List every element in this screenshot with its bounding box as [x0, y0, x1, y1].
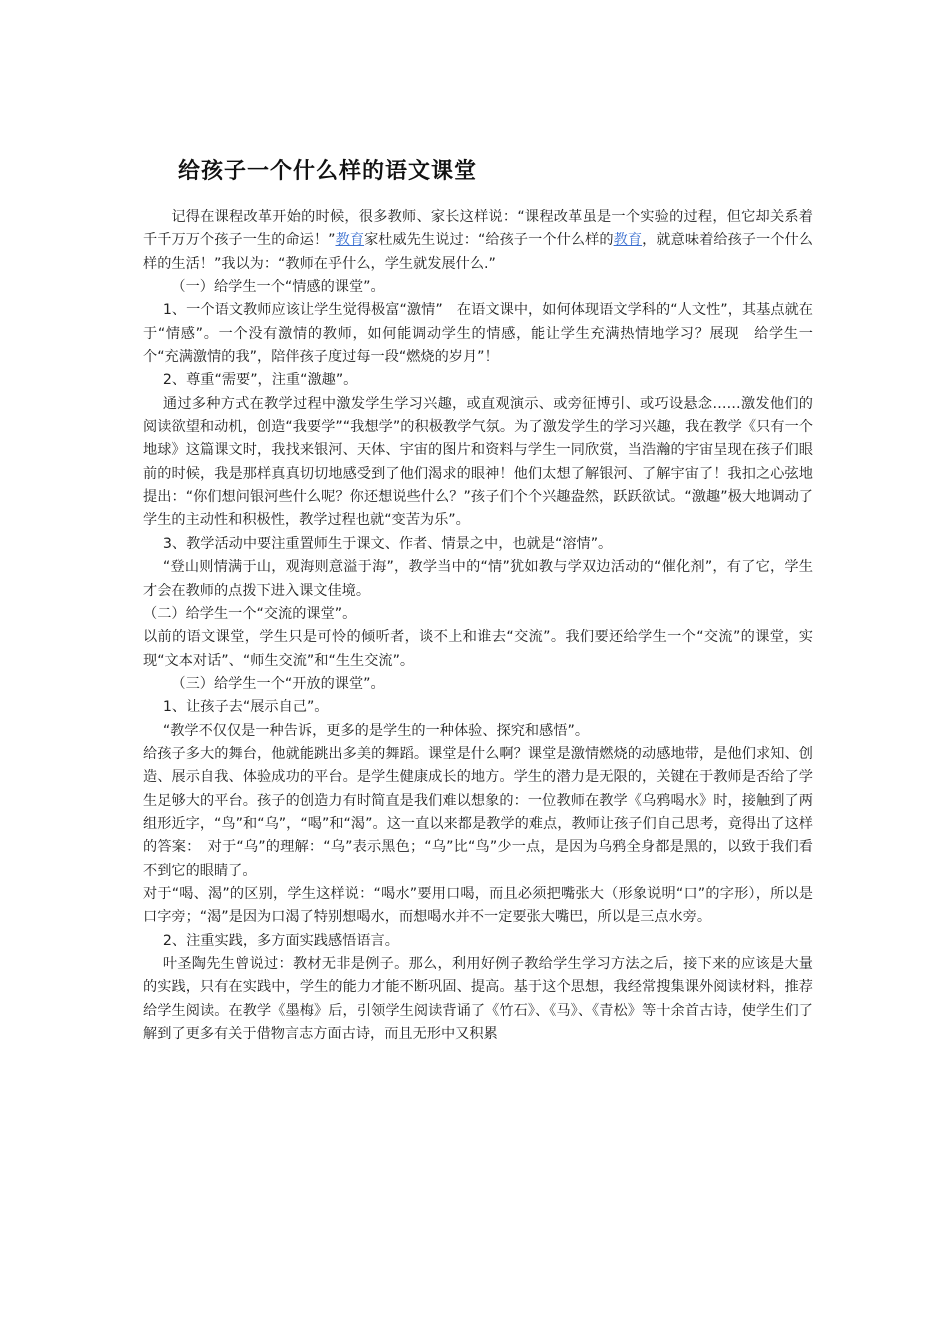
paragraph: 对于“喝、渴”的区别，学生这样说：“喝水”要用口喝，而且必须把嘴张大（形象说明“口”的字形），所以是口字旁；“渴”是因为口渴了特别想喝水，而想喝水并不一定要张大嘴巴，所以是三点水旁。: [143, 885, 813, 926]
section-heading-1: （一）给学生一个“情感的课堂”。: [171, 279, 385, 296]
paragraph: 2、注重实践，多方面实践感悟语言。: [162, 932, 399, 949]
paragraph: 给孩子多大的舞台，他就能跳出多美的舞蹈。课堂是什么啊？课堂是激情燃烧的动感地带，是他们求知、创造、展示自我、体验成功的平台。是学生健康成长的地方。学生的潜力是无限的，关键在于教师是否给了学生足够大的平台。孩子的创造力有时简直是我们难以想象的：一位教师在教学《乌鸦喝水》时，接触到了两组形近字，“鸟”和“乌”，“喝”和“渴”。这一直以来都是教学的难点，教师让孩子们自己思考，竟得出了这样的答案： 对于“乌”的理解：“乌”表示黑色；“乌”比“鸟”少一点，是因为乌鸦全身都是黑的，以致于我们看不到它的眼睛了。: [143, 745, 813, 879]
paragraph: 1、让孩子去“展示自己”。: [162, 699, 329, 716]
paragraph: 以前的语文课堂，学生只是可怜的倾听者，谈不上和谁去“交流”。我们要还给学生一个“交流”的课堂，实现“文本对话”、“师生交流”和“生生交流”。: [143, 629, 813, 669]
document-title: 给孩子一个什么样的语文课堂: [178, 158, 478, 184]
section-heading-2: （二）给学生一个“交流的课堂”。: [143, 605, 357, 622]
intro-text-b: 家杜威先生说过：“给孩子一个什么样的: [364, 232, 614, 249]
education-link-2[interactable]: 教育: [613, 232, 643, 249]
intro-text-a: 记得在课程改革开始的时候，很多教师、家长这样说：“课程改革虽是一个实验的过程，但它却关系着千千万万个孩子一生的命运！”: [143, 209, 813, 249]
paragraph: 3、教学活动中要注重置师生于课文、作者、情景之中，也就是“溶情”。: [162, 535, 613, 552]
section-heading-3: （三）给学生一个“开放的课堂”。: [171, 675, 385, 692]
paragraph: 1、一个语文教师应该让学生觉得极富“激情” 在语文课中，如何体现语文学科的“人文性”，其基点就在于“情感”。一个没有激情的教师，如何能调动学生的情感，能让学生充满热情地学习？展现 给学生一个“充满激情的我”，陪伴孩子度过每一段“燃烧的岁月”！: [143, 302, 813, 366]
paragraph: 叶圣陶先生曾说过：教材无非是例子。那么，利用好例子教给学生学习方法之后，接下来的应该是大量的实践，只有在实践中，学生的能力才能不断巩固、提高。基于这个思想，我经常搜集课外阅读材料，推荐给学生阅读。在教学《墨梅》后，引领学生阅读背诵了《竹石》、《马》、《青松》等十余首古诗，使学生们了解到了更多有关于借物言志方面古诗，而且无形中又积累: [143, 956, 813, 1043]
education-link-1[interactable]: 教育: [335, 232, 365, 249]
document-body: [143, 206, 813, 1046]
paragraph-intro: [143, 206, 813, 276]
paragraph: “教学不仅仅是一种告诉，更多的是学生的一种体验、探究和感悟”。: [162, 722, 590, 739]
intro-text-c: ，就意味着给孩子一个什么样的生活！”我以为：“教师在乎什么，学生就发展什么.”: [143, 232, 813, 272]
paragraph: 通过多种方式在教学过程中激发学生学习兴趣，或直观演示、或旁征博引、或巧设悬念……激发他们的阅读欲望和动机，创造“我要学”“我想学”的积极教学气氛。为了激发学生的学习兴趣，我在教学《只有一个地球》这篇课文时，我找来银河、天体、宇宙的图片和资料与学生一同欣赏，当浩瀚的宇宙呈现在孩子们眼前的时候，我是那样真真切切地感受到了他们渴求的眼神！他们太想了解银河、了解宇宙了！我扣之心弦地提出：“你们想问银河些什么呢？你还想说些什么？”孩子们个个兴趣盎然，跃跃欲试。“激趣”极大地调动了学生的主动性和积极性，教学过程也就“变苦为乐”。: [143, 395, 813, 529]
paragraph: “登山则情满于山，观海则意溢于海”，教学当中的“情”犹如教与学双边活动的“催化剂”，有了它，学生才会在教师的点拨下进入课文佳境。: [143, 559, 813, 599]
paragraph: 2、尊重“需要”，注重“激趣”。: [162, 372, 358, 389]
